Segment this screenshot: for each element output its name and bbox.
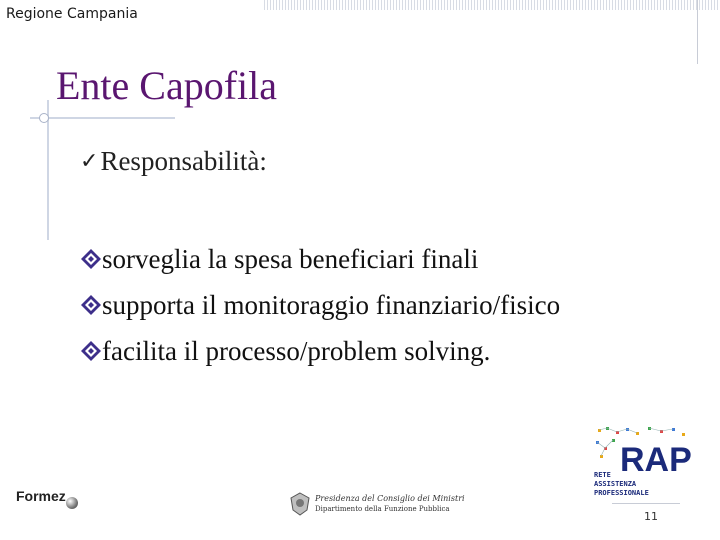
bullet-text: facilita il processo/problem solving. bbox=[102, 336, 491, 366]
decorative-circle bbox=[39, 113, 49, 123]
rap-logo-line3: PROFESSIONALE bbox=[594, 489, 649, 497]
page-number: 11 bbox=[644, 510, 658, 523]
bullet-text: supporta il monitoraggio finanziario/fisico bbox=[102, 290, 561, 320]
formez-logo bbox=[16, 488, 86, 512]
presidenza-line-2: Dipartimento della Funzione Pubblica bbox=[315, 505, 450, 513]
rap-logo-line2: ASSISTENZA bbox=[594, 480, 637, 488]
section-heading bbox=[80, 146, 267, 177]
header-region-label: Regione Campania bbox=[6, 6, 138, 22]
check-icon: ✓ bbox=[80, 148, 99, 174]
presidenza-line-1: Presidenza del Consiglio dei Ministri bbox=[315, 494, 465, 503]
emblem-icon bbox=[289, 492, 311, 516]
right-decorative-rule bbox=[697, 0, 698, 64]
diamond-bullet-icon bbox=[80, 340, 102, 362]
list-item bbox=[80, 282, 560, 328]
top-decorative-bar bbox=[264, 0, 720, 10]
page-number-rule bbox=[612, 503, 680, 504]
slide-title: Ente Capofila bbox=[56, 63, 278, 108]
rap-logo-line1: RETE bbox=[594, 471, 611, 479]
decorative-horizontal-line bbox=[30, 117, 175, 119]
presidenza-logo bbox=[289, 491, 465, 517]
bullet-list bbox=[80, 236, 560, 374]
rap-logo-big: RAP bbox=[620, 441, 692, 479]
diamond-bullet-icon bbox=[80, 248, 102, 270]
formez-dot-icon bbox=[66, 497, 78, 509]
diamond-bullet-icon bbox=[80, 294, 102, 316]
formez-logo-text: Formez bbox=[16, 488, 66, 504]
section-heading-label: Responsabilità: bbox=[100, 146, 267, 176]
list-item bbox=[80, 236, 560, 282]
rap-logo bbox=[592, 425, 692, 499]
list-item bbox=[80, 328, 560, 374]
bullet-text: sorveglia la spesa beneficiari finali bbox=[102, 244, 479, 274]
